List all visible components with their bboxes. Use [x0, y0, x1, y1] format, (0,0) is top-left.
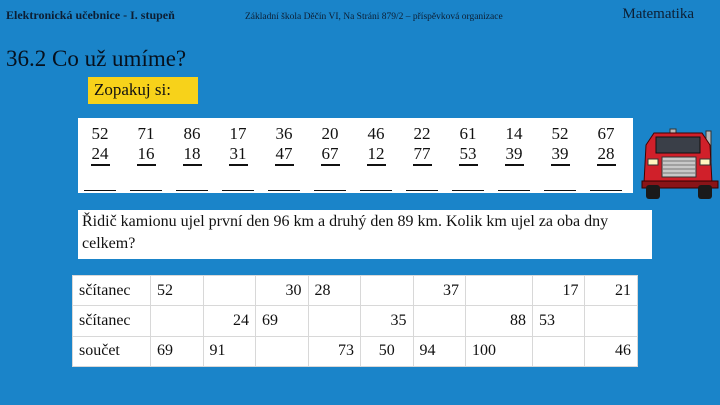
drill-top: 36	[275, 124, 293, 143]
drill-item	[127, 124, 165, 191]
drill-top: 14	[505, 124, 523, 143]
table-cell[interactable]	[361, 276, 414, 306]
drill-top: 52	[551, 124, 569, 143]
drill-bottom: 31	[229, 144, 248, 166]
slide-title: 36.2 Co už umíme?	[6, 46, 187, 71]
table-cell[interactable]: 100	[466, 336, 533, 366]
table-cell[interactable]: 28	[308, 276, 361, 306]
drill-answer-blank[interactable]	[452, 177, 484, 191]
table-row	[73, 276, 638, 306]
drill-bottom: 67	[321, 144, 340, 166]
drill-item	[219, 124, 257, 191]
drill-top: 20	[321, 124, 339, 143]
word-problem: Řidič kamionu ujel první den 96 km a druhý den 89 km. Kolik km ujel za oba dny celkem?	[78, 210, 652, 259]
table-cell[interactable]: 88	[466, 306, 533, 336]
table-cell[interactable]	[413, 306, 466, 336]
table-cell[interactable]	[256, 336, 309, 366]
drill-answer-blank[interactable]	[360, 177, 392, 191]
row-label: součet	[73, 336, 151, 366]
drill-answer-blank[interactable]	[590, 177, 622, 191]
drill-bottom: 39	[551, 144, 570, 166]
drill-bottom: 18	[183, 144, 202, 166]
drill-top: 46	[367, 124, 385, 143]
truck-icon	[640, 125, 720, 200]
row-label: sčítanec	[73, 276, 151, 306]
drill-bottom: 12	[367, 144, 386, 166]
table-cell[interactable]: 17	[532, 276, 585, 306]
drill-bottom: 77	[413, 144, 432, 166]
drill-item	[587, 124, 625, 191]
header-school: Základní škola Děčín VI, Na Stráni 879/2 – příspěvková organizace	[245, 12, 503, 22]
table-cell[interactable]	[308, 306, 361, 336]
table-cell[interactable]: 24	[203, 306, 256, 336]
table-cell[interactable]	[466, 276, 533, 306]
table-cell[interactable]: 73	[308, 336, 361, 366]
table-cell[interactable]: 94	[413, 336, 466, 366]
drill-bottom: 53	[459, 144, 478, 166]
drill-bottom: 24	[91, 144, 110, 166]
table-row	[73, 336, 638, 366]
table-cell[interactable]: 52	[151, 276, 204, 306]
recap-label: Zopakuj si:	[88, 77, 198, 104]
table-cell[interactable]: 91	[203, 336, 256, 366]
table-cell[interactable]	[585, 306, 638, 336]
drill-top: 86	[183, 124, 201, 143]
drill-bottom: 28	[597, 144, 616, 166]
drill-item	[357, 124, 395, 191]
table-cell[interactable]: 37	[413, 276, 466, 306]
drill-item	[81, 124, 119, 191]
table-cell[interactable]: 30	[256, 276, 309, 306]
drill-answer-blank[interactable]	[314, 177, 346, 191]
drill-answer-blank[interactable]	[176, 177, 208, 191]
drill-answer-blank[interactable]	[544, 177, 576, 191]
drill-item	[403, 124, 441, 191]
header-subject: Matematika	[622, 6, 694, 22]
table-row	[73, 306, 638, 336]
drill-answer-blank[interactable]	[498, 177, 530, 191]
table-cell[interactable]: 46	[585, 336, 638, 366]
drill-item	[541, 124, 579, 191]
drill-item	[173, 124, 211, 191]
table-cell[interactable]: 35	[361, 306, 414, 336]
drill-item	[265, 124, 303, 191]
header-course: Elektronická učebnice - I. stupeň	[6, 8, 175, 22]
table-cell[interactable]	[203, 276, 256, 306]
drill-bottom: 39	[505, 144, 524, 166]
drill-answer-blank[interactable]	[406, 177, 438, 191]
drill-answer-blank[interactable]	[268, 177, 300, 191]
table-cell[interactable]: 69	[256, 306, 309, 336]
drill-bottom: 47	[275, 144, 294, 166]
drill-answer-blank[interactable]	[222, 177, 254, 191]
drill-top: 52	[91, 124, 109, 143]
drill-item	[495, 124, 533, 191]
drill-bottom: 16	[137, 144, 156, 166]
drill-answer-blank[interactable]	[84, 177, 116, 191]
drill-answer-blank[interactable]	[130, 177, 162, 191]
table-cell[interactable]: 53	[532, 306, 585, 336]
drill-top: 22	[413, 124, 431, 143]
row-label: sčítanec	[73, 306, 151, 336]
drill-top: 61	[459, 124, 477, 143]
drill-item	[449, 124, 487, 191]
table-cell[interactable]: 21	[585, 276, 638, 306]
drill-top: 67	[597, 124, 615, 143]
drill-top: 17	[229, 124, 247, 143]
table-cell[interactable]	[151, 306, 204, 336]
table-cell[interactable]: 69	[151, 336, 204, 366]
table-cell[interactable]	[532, 336, 585, 366]
drill-item	[311, 124, 349, 191]
table-cell[interactable]: 50	[361, 336, 414, 366]
addition-drill	[78, 118, 633, 193]
addition-table	[72, 275, 638, 367]
drill-top: 71	[137, 124, 155, 143]
